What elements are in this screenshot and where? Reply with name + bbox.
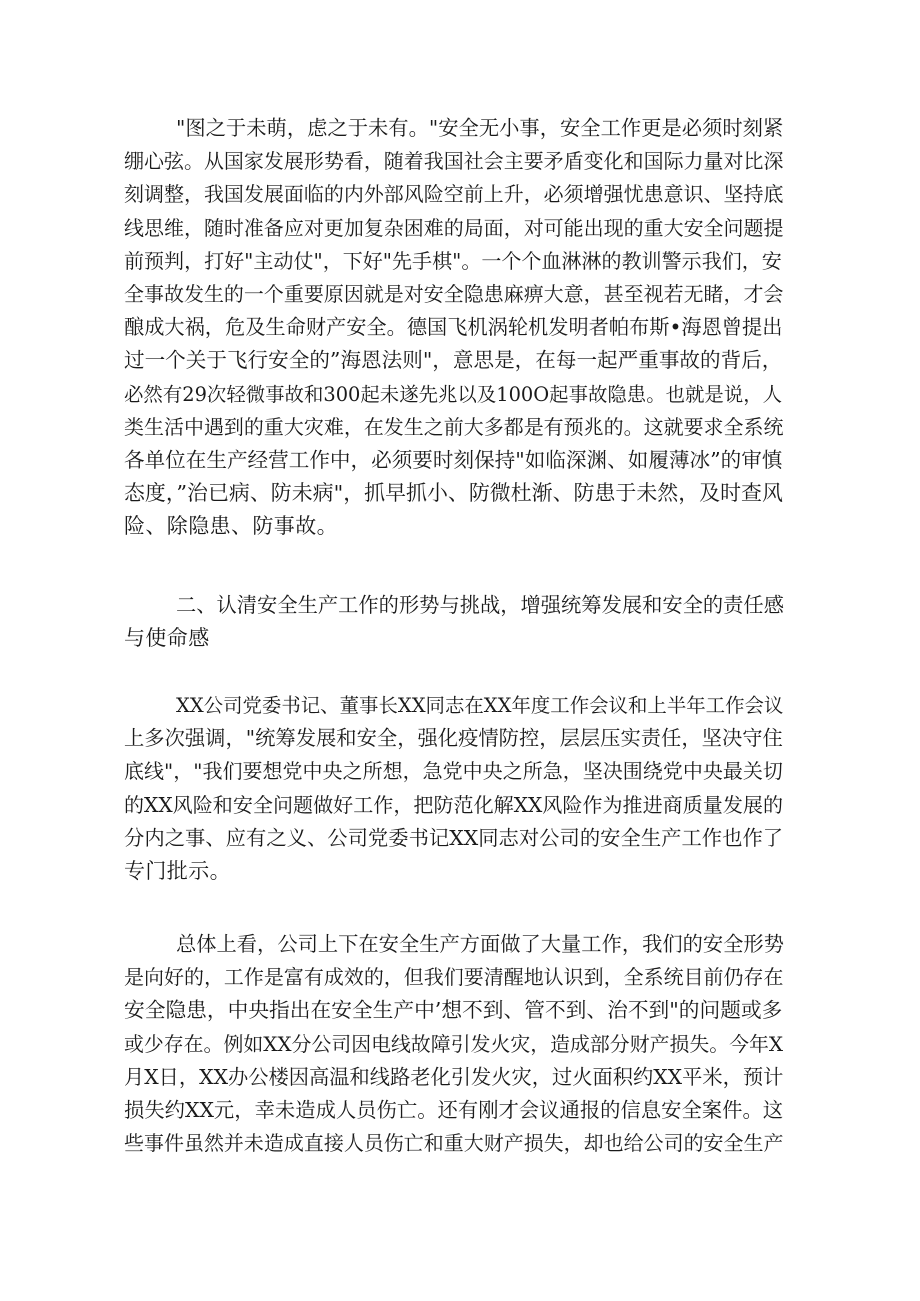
paragraph-safety-situation bbox=[124, 928, 796, 1160]
text-line: "图之于未萌，虑之于未有。"安全无小事，安全工作更是必须时刻紧 bbox=[176, 116, 784, 140]
text-line: 线思维，随时准备应对更加复杂困难的局面，对可能出现的重大安全问题提 bbox=[124, 215, 784, 240]
text-line: 分内之事、应有之义、公司党委书记XX同志对公司的安全生产工作也作了 bbox=[124, 825, 784, 850]
text-line: 必然有29次轻微事故和300起未遂先兆以及100O起事故隐患。也就是说，人 bbox=[124, 382, 783, 406]
text-line: 全事故发生的一个重要原因就是对安全隐患麻痹大意，甚至视若无睹，才会 bbox=[124, 282, 784, 307]
text-line: 酿成大祸，危及生命财产安全。德国飞机涡轮机发明者帕布斯•海恩曾提出 bbox=[124, 315, 783, 340]
text-line: 各单位在生产经营工作中，必须要时刻保持"如临深渊、如履薄冰”的审慎 bbox=[124, 448, 783, 473]
text-line: 损失约XX元，幸未造成人员伤亡。还有刚才会议通报的信息安全案件。这 bbox=[124, 1098, 784, 1123]
heading-line: 与使命感 bbox=[124, 626, 210, 651]
text-line: 些事件虽然并未造成直接人员伤亡和重大财产损失，却也给公司的安全生产 bbox=[124, 1131, 784, 1156]
text-line: 险、除隐患、防事故。 bbox=[124, 514, 338, 539]
paragraph-leadership-remarks bbox=[124, 689, 796, 888]
text-line: XX公司党委书记、董事长XX同志在XX年度工作会议和上半年工作会议 bbox=[176, 694, 784, 717]
text-line: 或少存在。例如XX分公司因电线故障引发火灾，造成部分财产损失。今年X bbox=[124, 1032, 784, 1056]
text-line: 前预判，打好"主动仗"，下好"先手棋"。一个个血淋淋的教训警示我们，安 bbox=[124, 248, 782, 273]
text-line: 绷心弦。从国家发展形势看，随着我国社会主要矛盾变化和国际力量对比深 bbox=[124, 149, 784, 174]
text-line: 总体上看，公司上下在安全生产方面做了大量工作，我们的安全形势 bbox=[176, 932, 784, 956]
text-line: 的XX风险和安全问题做好工作，把防范化解XX风险作为推进商质量发展的 bbox=[124, 792, 784, 817]
text-line: 月X日，XX办公楼因高温和线路老化引发火灾，过火面积约XX平米，预计 bbox=[124, 1064, 784, 1089]
text-line: 类生活中遇到的重大灾难，在发生之前大多都是有预兆的。这就要求全系统 bbox=[124, 414, 784, 439]
text-line: 过一个关于飞行安全的”海恩法则"，意思是，在每一起严重事故的背后， bbox=[124, 348, 783, 373]
paragraph-risk-awareness bbox=[124, 112, 796, 544]
text-line: 刻调整，我国发展面临的内外部风险空前上升，必须增强忧患意识、坚持底 bbox=[124, 182, 784, 207]
text-line: 上多次强调，"统筹发展和安全，强化疫情防控，层层压实责任，坚决守住 bbox=[124, 726, 783, 751]
text-line: 态度，”治已病、防未病"，抓早抓小、防微杜渐、防患于未然，及时查风 bbox=[124, 481, 783, 506]
section-heading bbox=[124, 589, 796, 655]
text-line: 是向好的，工作是富有成效的，但我们要清醒地认识到，全系统目前仍存在 bbox=[124, 965, 784, 990]
text-line: 底线"，"我们要想党中央之所想，急党中央之所急，坚决围绕党中央最关切 bbox=[124, 759, 783, 784]
text-line: 专门批示。 bbox=[124, 859, 231, 884]
text-line: 安全隐患，中央指出在安全生产中’想不到、管不到、治不到"的问题或多 bbox=[124, 998, 783, 1023]
heading-line: 二、认清安全生产工作的形势与挑战，增强统筹发展和安全的责任感 bbox=[176, 593, 784, 617]
